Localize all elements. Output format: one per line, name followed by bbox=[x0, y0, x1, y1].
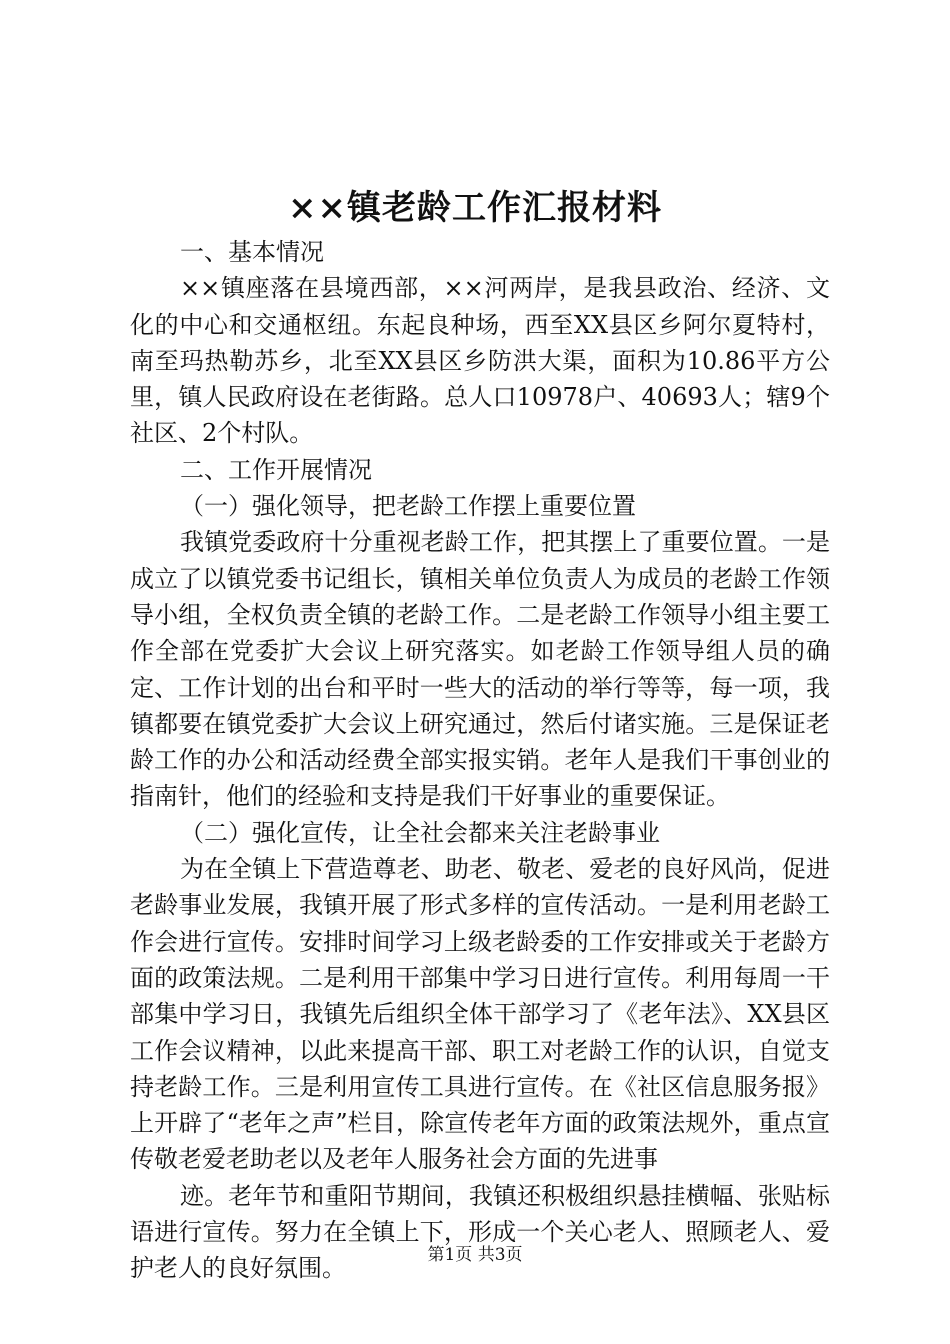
section-heading-basic: 一、基本情况 bbox=[180, 238, 324, 266]
paragraph-leadership: 我镇党委政府十分重视老龄工作，把其摆上了重要位置。一是成立了以镇党委书记组长，镇相关单位负责人为成员的老龄工作领导小组，全权负责全镇的老龄工作。二是老龄工作领导小组主要工作全部在党委扩大会议上研究落实。如老龄工作领导组人员的确定、工作计划的出台和平时一些大的活动的举行等等，每一项，我镇都要在镇党委扩大会议上研究通过，然后付诸实施。三是保证老龄工作的办公和活动经费全部实报实销。老年人是我们干事创业的指南针，他们的经验和支持是我们干好事业的重要保证。 bbox=[130, 528, 830, 811]
paragraph-publicity: 为在全镇上下营造尊老、助老、敬老、爱老的良好风尚，促进老龄事业发展，我镇开展了形式多样的宣传活动。一是利用老龄工作会进行宣传。安排时间学习上级老龄委的工作安排或关于老龄方面的政策法规。二是利用干部集中学习日进行宣传。利用每周一干部集中学习日，我镇先后组织全体干部学习了《老年法》、XX县区工作会议精神，以此来提高干部、职工对老龄工作的认识，自觉支持老龄工作。三是利用宣传工具进行宣传。在《社区信息服务报》上开辟了“老年之声”栏目，除宣传老年方面的政策法规外，重点宣传敬老爱老助老以及老年人服务社会方面的先进事 bbox=[130, 855, 830, 1174]
paragraph-basic-info: ××镇座落在县境西部，××河两岸，是我县政治、经济、文化的中心和交通枢纽。东起良种场，西至XX县区乡阿尔夏特村，南至玛热勒苏乡，北至XX县区乡防洪大渠，面积为10.86平方公里，镇人民政府设在老街路。总人口10978户、40693人；辖9个社区、2个村队。 bbox=[130, 274, 830, 448]
subsection-heading-publicity: （二）强化宣传，让全社会都来关注老龄事业 bbox=[180, 818, 660, 847]
paragraph-publicity-continued: 迹。老年节和重阳节期间，我镇还积极组织悬挂横幅、张贴标语进行宣传。努力在全镇上下，形成一个关心老人、照顾老人、爱护老人的良好氛围。 bbox=[130, 1181, 830, 1283]
section-heading-work: 二、工作开展情况 bbox=[180, 455, 372, 484]
document-body bbox=[130, 234, 830, 1287]
page-number-footer: 第1页 共3页 bbox=[427, 1245, 523, 1265]
document-title: ××镇老龄工作汇报材料 bbox=[288, 188, 662, 228]
subsection-heading-leadership: （一）强化领导，把老龄工作摆上重要位置 bbox=[180, 492, 636, 521]
